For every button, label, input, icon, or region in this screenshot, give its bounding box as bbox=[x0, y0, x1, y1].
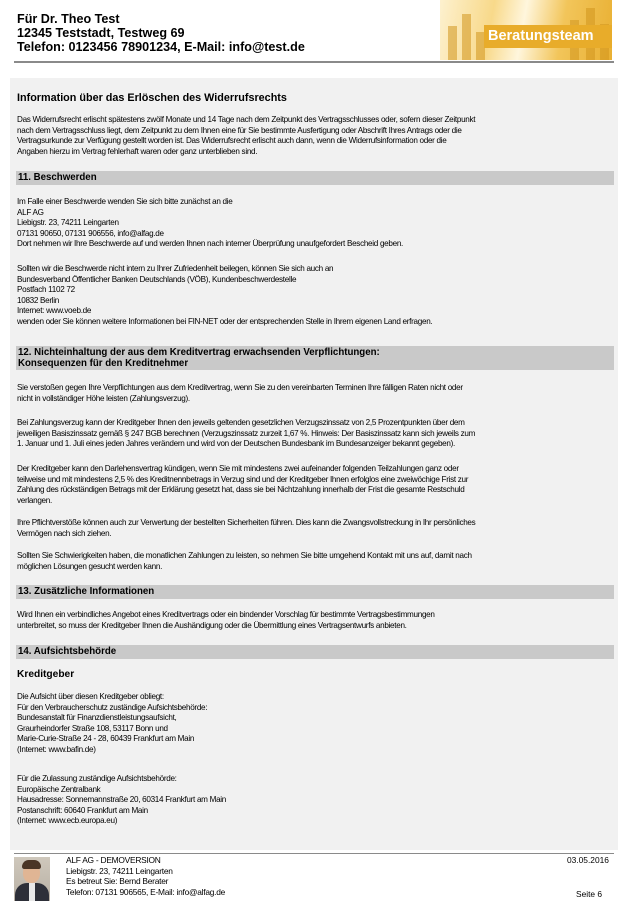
text-line: Liebigstr. 23, 74211 Leingarten bbox=[17, 218, 119, 228]
text-line: Sollten wir die Beschwerde nicht intern zu Ihrer Zufriedenheit beilegen, können Sie sich auch an bbox=[17, 264, 334, 273]
recipient-street: 12345 Teststadt, Testweg 69 bbox=[17, 26, 185, 41]
text-line: Vertragsurkunde zur Verfügung gestellt worden ist. Das Widerrufsrecht erlischt auch dann, wenn die Widerrufsinformation oder die bbox=[17, 136, 447, 146]
text-line: Sie verstoßen gegen Ihre Verpflichtungen aus dem Kreditvertrag, wenn Sie zu den vereinbarten Terminen Ihre fälligen Raten nicht oder bbox=[17, 383, 463, 392]
text-line: Die Aufsicht über diesen Kreditgeber obliegt: bbox=[17, 692, 164, 701]
consumer-protection-authority bbox=[17, 692, 615, 756]
text-line: 1. Januar und 1. Juli eines jeden Jahres verändern und wird von der Deutschen Bundesbank im Bundesanzeiger bekannt gegeben). bbox=[17, 439, 455, 449]
footer-line: ALF AG - DEMOVERSION bbox=[66, 855, 161, 865]
text-line: Zahlung des rückständigen Betrags mit der Erklärung gesetzt hat, dass sie bei Nichtzahlung innerhalb der Frist die gesamte Restschuld bbox=[17, 485, 465, 495]
complaint-contact-block bbox=[17, 197, 615, 250]
intro-paragraph bbox=[17, 115, 615, 157]
text-line: jeweiligen Basiszinssatz gemäß § 247 BGB berechnen (Verzugszinssatz zurzeit 1,67 %. Hinweis: Der Basiszinssatz kann sich jeweils zum bbox=[17, 428, 476, 438]
text-line: Im Falle einer Beschwerde wenden Sie sich bitte zunächst an die bbox=[17, 197, 233, 206]
text-line: Marie-Curie-Straße 24 - 28, 60439 Frankfurt am Main bbox=[17, 734, 195, 744]
text-line: Der Kreditgeber kann den Darlehensvertrag kündigen, wenn Sie mit mindestens zwei aufeinander folgenden Teilzahlungen ganz oder bbox=[17, 464, 459, 473]
section-heading-13: 13. Zusätzliche Informationen bbox=[16, 585, 614, 599]
paragraph-difficulties bbox=[17, 551, 615, 572]
paragraph-late-payment bbox=[17, 383, 615, 404]
section-heading-12: 12. Nichteinhaltung der aus dem Kreditvertrag erwachsenden Verpflichtungen: Konsequenzen für den Kreditnehmer bbox=[16, 346, 614, 370]
text-line: Internet: www.voeb.de bbox=[17, 306, 92, 316]
text-line: Europäische Zentralbank bbox=[17, 784, 101, 794]
beratungsteam-logo bbox=[440, 0, 612, 60]
page-number: Seite 6 bbox=[576, 889, 603, 899]
text-line: Postanschrift: 60640 Frankfurt am Main bbox=[17, 805, 148, 815]
text-line: Bei Zahlungsverzug kann der Kreditgeber Ihnen den jeweils geltenden gesetzlichen Verzugszinssatz von 2,5 Prozentpunkten über dem bbox=[17, 418, 465, 427]
text-line: Vermögen nach sich ziehen. bbox=[17, 528, 112, 538]
text-line: unterbreitet, so muss der Kreditgeber Ihnen die Aushändigung oder die Übermittlung eines Vertragsentwurfs anbieten. bbox=[17, 620, 407, 630]
text-line: Postfach 1102 72 bbox=[17, 285, 75, 295]
text-line: teilweise und mit mindestens 2,5 % des Kreditnennbetrags in Verzug sind und der Kreditgeber Ihnen erfolglos eine zweiwöchige Frist zur bbox=[17, 474, 469, 484]
text-line: (Internet: www.bafin.de) bbox=[17, 744, 96, 754]
text-line: Wird Ihnen ein verbindliches Angebot eines Kreditvertrags oder ein bindender Vorschlag für bestimmte Vertragsbestimmungen bbox=[17, 610, 435, 619]
footer-line: Telefon: 07131 906565, E-Mail: info@alfag.de bbox=[66, 886, 226, 897]
text-line: Das Widerrufsrecht erlischt spätestens zwölf Monate und 14 Tage nach dem Zeitpunkt des Vertragsschlusses oder, sofern dieser Zeitpunkt bbox=[17, 115, 476, 124]
text-line: verlangen. bbox=[17, 495, 52, 505]
section-heading-14: 14. Aufsichtsbehörde bbox=[16, 645, 614, 659]
text-line: 07131 90650, 07131 906556, info@alfag.de bbox=[17, 228, 164, 238]
footer-line: Liebigstr. 23, 74211 Leingarten bbox=[66, 865, 173, 876]
text-line: Graurheindorfer Straße 108, 53117 Bonn und bbox=[17, 723, 168, 733]
ombudsman-block bbox=[17, 264, 615, 328]
recipient-name: Für Dr. Theo Test bbox=[17, 12, 120, 26]
paragraph-default-interest bbox=[17, 418, 615, 450]
page-title: Information über das Erlöschen des Widerrufsrechts bbox=[17, 92, 287, 104]
text-line: wenden oder Sie können weitere Informationen bei FIN-NET oder der entsprechenden Stelle in Ihrem eigenen Land erfragen. bbox=[17, 316, 433, 326]
recipient-contact: Telefon: 0123456 78901234, E-Mail: info@test.de bbox=[17, 40, 305, 55]
text-line: nicht in vollständiger Höhe leisten (Zahlungsverzug). bbox=[17, 393, 190, 403]
text-line: nach dem Vertragsschluss liegt, dem Zeitpunkt zu dem Ihnen eine für Sie bestimmte Ausfertigung oder Abschrift Ihres Antrags oder die bbox=[17, 125, 462, 135]
footer-divider bbox=[14, 853, 614, 854]
text-line: Sollten Sie Schwierigkeiten haben, die monatlichen Zahlungen zu leisten, so nehmen Sie bitte umgehend Kontakt mit uns auf, damit nach bbox=[17, 551, 472, 560]
text-line: Dort nehmen wir Ihre Beschwerde auf und werden Ihnen nach interner Überprüfung unaufgefordert Bescheid geben. bbox=[17, 239, 404, 249]
text-line: Angaben hierzu im Vertrag fehlerhaft waren oder ganz unterblieben sind. bbox=[17, 146, 258, 156]
page-header bbox=[0, 0, 628, 70]
paragraph-collateral bbox=[17, 518, 615, 539]
licensing-authority bbox=[17, 774, 615, 827]
text-line: Hausadresse: Sonnemannstraße 20, 60314 Frankfurt am Main bbox=[17, 795, 227, 805]
subheading-kreditgeber: Kreditgeber bbox=[17, 669, 75, 680]
section-heading-11: 11. Beschwerden bbox=[16, 171, 614, 185]
advisor-avatar bbox=[14, 857, 50, 901]
text-line: (Internet: www.ecb.europa.eu) bbox=[17, 816, 118, 826]
text-line: Bundesverband Öffentlicher Banken Deutschlands (VÖB), Kundenbeschwerdestelle bbox=[17, 274, 297, 284]
header-divider bbox=[14, 61, 614, 63]
text-line: ALF AG bbox=[17, 207, 44, 217]
text-line: Bundesanstalt für Finanzdienstleistungsaufsicht, bbox=[17, 713, 177, 723]
text-line: 10832 Berlin bbox=[17, 295, 60, 305]
text-line: Für die Zulassung zuständige Aufsichtsbehörde: bbox=[17, 774, 177, 783]
footer-date: 03.05.2016 bbox=[567, 855, 609, 865]
footer-line: Es betreut Sie: Bernd Berater bbox=[66, 876, 169, 887]
recipient-address bbox=[17, 12, 305, 55]
additional-info-paragraph bbox=[17, 610, 615, 631]
text-line: möglichen Lösungen gesucht werden kann. bbox=[17, 561, 163, 571]
text-line: Ihre Pflichtverstöße können auch zur Verwertung der bestellten Sicherheiten führen. Dies kann die Zwangsvollstreckung in Ihr persönliches bbox=[17, 518, 476, 527]
footer-company-info bbox=[66, 855, 225, 897]
paragraph-termination bbox=[17, 464, 615, 506]
text-line: Für den Verbraucherschutz zuständige Aufsichtsbehörde: bbox=[17, 702, 208, 712]
logo-text: Beratungsteam bbox=[484, 25, 612, 48]
